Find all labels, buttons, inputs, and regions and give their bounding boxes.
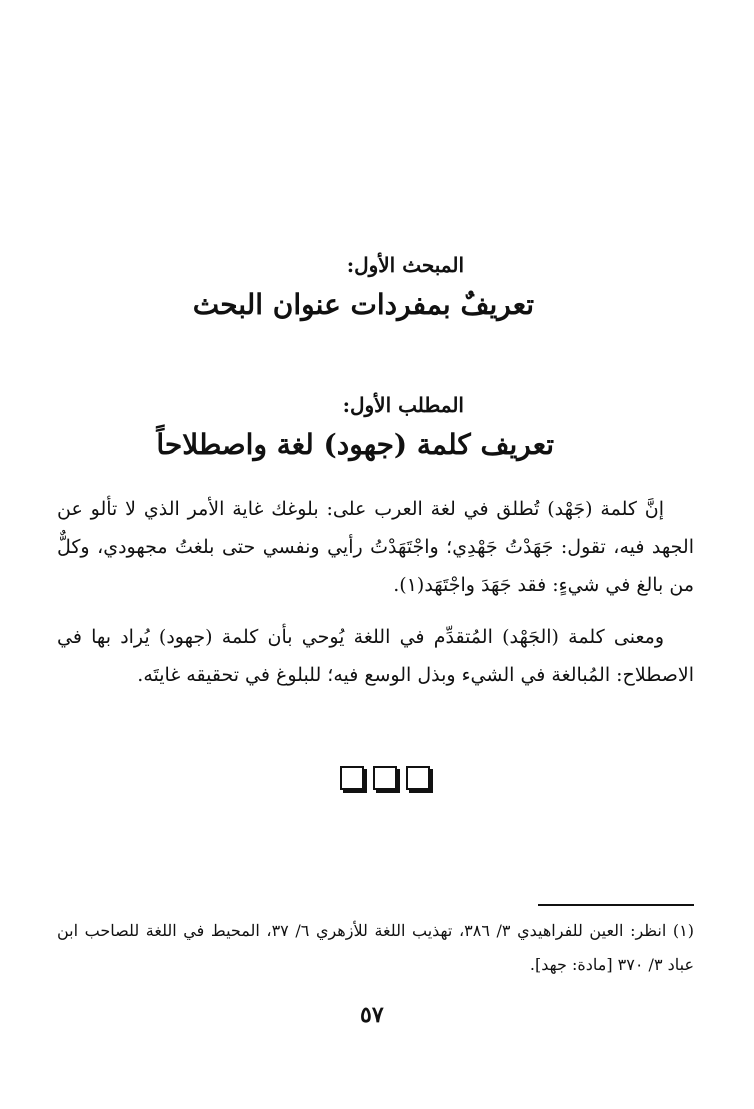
section-divider-ornament [340, 766, 430, 792]
paragraph-2: ومعنى كلمة (الجَهْد) المُتقدِّم في اللغة يُوحي بأن كلمة (جهود) يُراد بها في الاصطلاح: المُبالغة في الشيء وبذل الوسع فيه؛ للبلوغ في تحقيقه غايتَه. [57, 626, 694, 686]
paragraph-1: إنَّ كلمة (جَهْد) تُطلق في لغة العرب على: بلوغك غاية الأمر الذي لا تألو عن الجهد فيه، تقول: جَهَدْتُ جَهْدِي؛ واجْتَهَدْتُ رأيي ونفسي حتى بلغتُ مجهودي، وكلٌّ من بالغ في شيءٍ: فقد جَهَدَ واجْتَهَد(١). [57, 498, 694, 596]
square-ornament-icon [373, 766, 397, 790]
square-ornament-icon [406, 766, 430, 790]
page-number: ٥٧ [360, 1002, 384, 1028]
footnote-separator [538, 904, 694, 906]
subsection-label: المطلب الأول: [342, 393, 464, 417]
subsection-title: تعريف كلمة (جهود) لغة واصطلاحاً [156, 428, 554, 461]
footnote: (١) انظر: العين للفراهيدي ٣/ ٣٨٦، تهذيب اللغة للأزهري ٦/ ٣٧، المحيط في اللغة للصاحب ابن عباد ٣/ ٣٧٠ [مادة: جهد]. [57, 921, 695, 974]
square-ornament-icon [340, 766, 364, 790]
section-title: تعريفٌ بمفردات عنوان البحث [192, 288, 534, 321]
section-label: المبحث الأول: [346, 253, 464, 277]
